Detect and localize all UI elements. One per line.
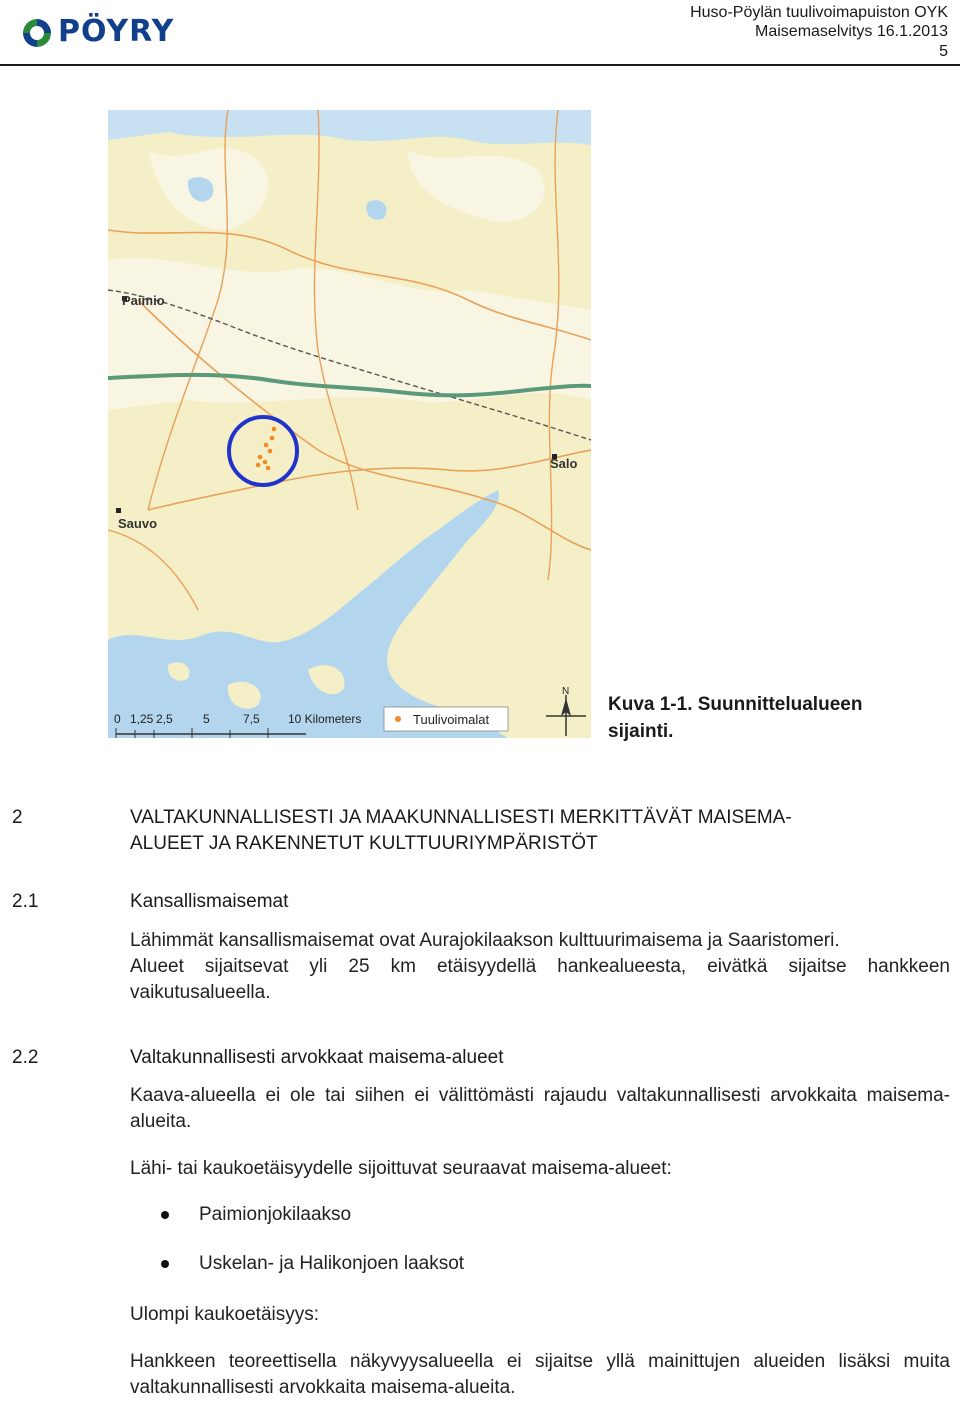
list-item: Paimionjokilaakso bbox=[199, 1204, 352, 1225]
paragraph: Lähi- tai kaukoetäisyydelle sijoittuvat seuraavat maisema-alueet: bbox=[130, 1158, 672, 1179]
turbine-legend-icon bbox=[395, 716, 401, 722]
paragraph: Lähimmät kansallismaisemat ovat Aurajokilaakson kulttuurimaisema ja Saaristomeri. bbox=[130, 930, 840, 951]
place-label-sauvo: Sauvo bbox=[118, 516, 158, 531]
north-label: N bbox=[562, 686, 570, 697]
place-marker bbox=[116, 508, 121, 513]
legend-label: Tuulivoimalat bbox=[413, 712, 490, 727]
paragraph: Kaava-alueella ei ole tai siihen ei välittömästi rajaudu valtakunnallisesti arvokkaita maisema-alueita. bbox=[130, 1085, 950, 1132]
scale-label: 2,5 bbox=[156, 712, 173, 726]
scale-label: 1,25 bbox=[130, 712, 154, 726]
subsection-heading: Kansallismaisemat bbox=[130, 891, 289, 912]
paragraph: Hankkeen teoreettisella näkyvyysalueella ei sijaitse yllä mainittujen alueiden lisäksi muita valtakunnallisesti arvokkaita maisema-alueita. bbox=[130, 1351, 950, 1398]
poyry-logo-icon bbox=[20, 16, 54, 50]
subsection-heading: Valtakunnallisesti arvokkaat maisema-alueet bbox=[130, 1047, 504, 1068]
logo-text: PÖYRY bbox=[58, 14, 175, 49]
header-report-date: Maisemaselvitys 16.1.2013 bbox=[755, 23, 948, 40]
bullet-icon bbox=[161, 1260, 169, 1268]
place-label-paimio: Paimio bbox=[122, 293, 165, 308]
paragraph: Ulompi kaukoetäisyys: bbox=[130, 1304, 320, 1325]
map-legend bbox=[384, 707, 508, 731]
section-heading-line1: VALTAKUNNALLISESTI JA MAAKUNNALLISESTI MERKITTÄVÄT MAISEMA- bbox=[130, 807, 792, 828]
scale-label: 5 bbox=[203, 712, 210, 726]
bullet-icon bbox=[161, 1211, 169, 1219]
subsection-number: 2.2 bbox=[12, 1047, 39, 1068]
map-graphic bbox=[108, 110, 591, 738]
section-heading-line2: ALUEET JA RAKENNETUT KULTTUURIYMPÄRISTÖT bbox=[130, 833, 598, 854]
scale-label: 0 bbox=[114, 712, 121, 726]
subsection-number: 2.1 bbox=[12, 891, 39, 912]
scale-label: 7,5 bbox=[243, 712, 260, 726]
place-label-salo: Salo bbox=[550, 456, 578, 471]
header-page-number: 5 bbox=[939, 43, 948, 60]
logo bbox=[0, 0, 200, 64]
header-project-title: Huso-Pöylän tuulivoimapuiston OYK bbox=[690, 4, 948, 21]
list-item: Uskelan- ja Halikonjoen laaksot bbox=[199, 1253, 465, 1274]
paragraph: Alueet sijaitsevat yli 25 km etäisyydellä hankealueesta, eivätkä sijaitse hankkeen vaikutusalueella. bbox=[130, 956, 950, 1003]
header-divider bbox=[0, 64, 960, 66]
location-map bbox=[108, 110, 591, 738]
section-number: 2 bbox=[12, 807, 23, 828]
figure-caption: Kuva 1-1. Suunnittelualueen sijainti. bbox=[608, 694, 863, 742]
scale-label: 10 Kilometers bbox=[288, 712, 362, 726]
